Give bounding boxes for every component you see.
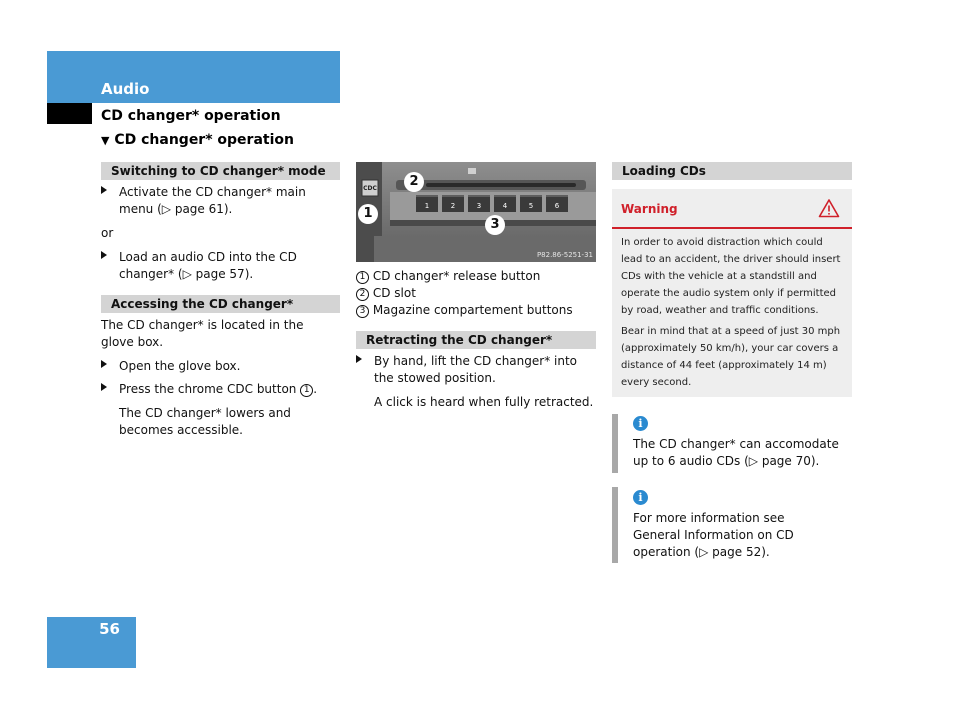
bullet-icon [356, 355, 362, 363]
info-box-1-text: The CD changer* can accomodate up to 6 audio CDs (▷ page 70). [633, 437, 839, 468]
subsection-title: CD changer* operation [101, 108, 281, 124]
bullet-icon [101, 383, 107, 391]
bullet-icon [101, 186, 107, 194]
chapter-title: ▼ CD changer* operation [101, 132, 294, 148]
callout-2-icon: 2 [404, 172, 424, 192]
retracting-heading: Retracting the CD changer* [356, 331, 596, 349]
retracting-step-1: By hand, lift the CD changer* into the stowed position. [356, 353, 596, 387]
warning-text-2: Bear in mind that at a speed of just 30 mph (approximately 50 km/h), your car covers a distance of 44 feet (approximately 14 m) every second. [621, 326, 841, 388]
callout-1-icon: 1 [358, 204, 378, 224]
header-black-tab [47, 103, 92, 124]
info-box-1-bar [612, 414, 618, 473]
info-icon: i [633, 490, 648, 505]
magazine-button-4[interactable]: 4 [494, 195, 516, 212]
bullet-icon [101, 251, 107, 259]
legend-item-2: 2 CD slot [356, 285, 416, 302]
magazine-button-3[interactable]: 3 [468, 195, 490, 212]
accessing-heading: Accessing the CD changer* [101, 295, 340, 313]
header-band [47, 51, 340, 103]
or-text: or [101, 226, 114, 240]
callout-3-icon: 3 [485, 215, 505, 235]
info-box-2-text: For more information see General Information on CD operation (▷ page 52). [633, 511, 794, 559]
info-icon: i [633, 416, 648, 431]
switching-step-1: Activate the CD changer* main menu (▷ page 61). [101, 184, 340, 218]
bullet-icon [101, 360, 107, 368]
cdc-button-label: CDC [363, 185, 377, 192]
cd-changer-image [356, 162, 596, 262]
page-number: 56 [99, 620, 120, 638]
accessing-intro: The CD changer* is located in the glove box. [101, 318, 304, 349]
info-box-2-bar [612, 487, 618, 563]
warning-text-1: In order to avoid distraction which could lead to an accident, the driver should insert CDs with the vehicle at a standstill and operate the audio system only if permitted by road, weather and traffic conditions. [621, 237, 841, 316]
warning-title: Warning [621, 202, 678, 216]
warning-triangle-icon [818, 198, 840, 218]
magazine-button-6[interactable]: 6 [546, 195, 568, 212]
accessing-step-2: Press the chrome CDC button 1 . [101, 381, 340, 398]
callout-1-icon: 1 [300, 384, 313, 397]
magazine-button-5[interactable]: 5 [520, 195, 542, 212]
switching-heading: Switching to CD changer* mode [101, 162, 340, 180]
warning-divider [612, 227, 852, 229]
accessing-step-1: Open the glove box. [101, 358, 340, 375]
legend-item-1: 1 CD changer* release button [356, 268, 540, 285]
switching-step-2: Load an audio CD into the CD changer* (▷ page 57). [101, 249, 340, 283]
magazine-button-2[interactable]: 2 [442, 195, 464, 212]
image-code: P82.86-5251-31 [536, 251, 593, 259]
warning-box [612, 189, 852, 397]
magazine-button-1[interactable]: 1 [416, 195, 438, 212]
retracting-note: A click is heard when fully retracted. [374, 395, 594, 409]
accessing-note: The CD changer* lowers and becomes accessible. [119, 406, 291, 437]
legend-item-3: 3 Magazine compartement buttons [356, 302, 573, 319]
chapter-marker-icon: ▼ [101, 134, 110, 147]
magazine-buttons [416, 195, 568, 212]
section-title: Audio [101, 80, 150, 98]
loading-heading: Loading CDs [612, 162, 852, 180]
